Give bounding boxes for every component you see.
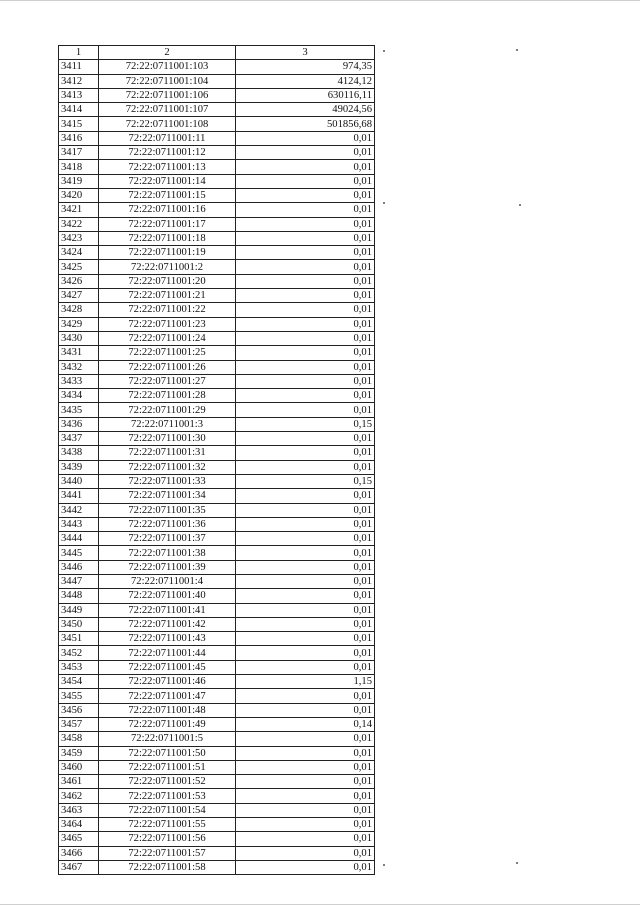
row-number-cell: 3419 [59,174,99,188]
table-row [59,317,375,331]
table-row [59,832,375,846]
value-cell: 0,01 [236,546,375,560]
value-cell: 0,01 [236,317,375,331]
cadastral-number-cell: 72:22:0711001:46 [99,675,236,689]
value-cell: 49024,56 [236,103,375,117]
cadastral-number-cell: 72:22:0711001:20 [99,274,236,288]
row-number-cell: 3415 [59,117,99,131]
table-row [59,675,375,689]
row-number-cell: 3450 [59,617,99,631]
table-row [59,246,375,260]
row-number-cell: 3439 [59,460,99,474]
cadastral-number-cell: 72:22:0711001:18 [99,231,236,245]
cadastral-number-cell: 72:22:0711001:41 [99,603,236,617]
value-cell: 0,01 [236,860,375,874]
cadastral-number-cell: 72:22:0711001:40 [99,589,236,603]
value-cell: 4124,12 [236,74,375,88]
row-number-cell: 3465 [59,832,99,846]
cadastral-number-cell: 72:22:0711001:30 [99,432,236,446]
row-number-cell: 3412 [59,74,99,88]
table-row [59,417,375,431]
value-cell: 0,01 [236,818,375,832]
cadastral-number-cell: 72:22:0711001:14 [99,174,236,188]
table-row [59,303,375,317]
value-cell: 0,01 [236,432,375,446]
cadastral-number-cell: 72:22:0711001:43 [99,632,236,646]
row-number-cell: 3413 [59,88,99,102]
table-row [59,103,375,117]
table-row [59,803,375,817]
row-number-cell: 3420 [59,188,99,202]
cadastral-number-cell: 72:22:0711001:26 [99,360,236,374]
page-edge-top [0,0,640,1]
table-row [59,188,375,202]
row-number-cell: 3455 [59,689,99,703]
cadastral-number-cell: 72:22:0711001:3 [99,417,236,431]
cadastral-number-cell: 72:22:0711001:11 [99,131,236,145]
value-cell: 0,01 [236,217,375,231]
header-row [59,46,375,60]
table-row [59,432,375,446]
value-cell: 0,01 [236,260,375,274]
row-number-cell: 3461 [59,775,99,789]
table-row [59,74,375,88]
value-cell: 0,01 [236,832,375,846]
cadastral-number-cell: 72:22:0711001:54 [99,803,236,817]
table-row [59,760,375,774]
value-cell: 0,01 [236,617,375,631]
cadastral-number-cell: 72:22:0711001:52 [99,775,236,789]
table-row [59,617,375,631]
value-cell: 501856,68 [236,117,375,131]
table-row [59,331,375,345]
cadastral-number-cell: 72:22:0711001:48 [99,703,236,717]
value-cell: 0,01 [236,746,375,760]
row-number-cell: 3460 [59,760,99,774]
value-cell: 0,01 [236,146,375,160]
cadastral-number-cell: 72:22:0711001:28 [99,389,236,403]
cadastral-number-cell: 72:22:0711001:15 [99,188,236,202]
row-number-cell: 3449 [59,603,99,617]
cadastral-number-cell: 72:22:0711001:35 [99,503,236,517]
row-number-cell: 3438 [59,446,99,460]
row-number-cell: 3428 [59,303,99,317]
table-row [59,660,375,674]
value-cell: 0,01 [236,246,375,260]
table-row [59,360,375,374]
row-number-cell: 3458 [59,732,99,746]
cadastral-number-cell: 72:22:0711001:104 [99,74,236,88]
cadastral-number-cell: 72:22:0711001:24 [99,331,236,345]
cadastral-table [58,45,375,875]
row-number-cell: 3446 [59,560,99,574]
row-number-cell: 3417 [59,146,99,160]
cadastral-number-cell: 72:22:0711001:53 [99,789,236,803]
table-row [59,88,375,102]
cadastral-number-cell: 72:22:0711001:50 [99,746,236,760]
cadastral-number-cell: 72:22:0711001:34 [99,489,236,503]
cadastral-number-cell: 72:22:0711001:5 [99,732,236,746]
table-row [59,503,375,517]
value-cell: 0,01 [236,503,375,517]
cadastral-number-cell: 72:22:0711001:45 [99,660,236,674]
table-row [59,131,375,145]
cadastral-number-cell: 72:22:0711001:56 [99,832,236,846]
row-number-cell: 3424 [59,246,99,260]
scan-speck [383,202,385,204]
row-number-cell: 3435 [59,403,99,417]
table-row [59,717,375,731]
cadastral-number-cell: 72:22:0711001:47 [99,689,236,703]
cadastral-number-cell: 72:22:0711001:16 [99,203,236,217]
value-cell: 1,15 [236,675,375,689]
row-number-cell: 3462 [59,789,99,803]
value-cell: 0,01 [236,374,375,388]
row-number-cell: 3433 [59,374,99,388]
table-row [59,532,375,546]
cadastral-number-cell: 72:22:0711001:103 [99,60,236,74]
value-cell: 0,01 [236,632,375,646]
row-number-cell: 3426 [59,274,99,288]
row-number-cell: 3463 [59,803,99,817]
value-cell: 0,01 [236,760,375,774]
cadastral-number-cell: 72:22:0711001:36 [99,517,236,531]
value-cell: 0,01 [236,188,375,202]
table-row [59,174,375,188]
table-row [59,474,375,488]
table-row [59,60,375,74]
table-row [59,846,375,860]
value-cell: 0,01 [236,532,375,546]
table-row [59,389,375,403]
table-body [59,60,375,875]
table-row [59,517,375,531]
value-cell: 0,01 [236,689,375,703]
value-cell: 0,01 [236,160,375,174]
cadastral-number-cell: 72:22:0711001:4 [99,574,236,588]
value-cell: 0,01 [236,574,375,588]
cadastral-number-cell: 72:22:0711001:51 [99,760,236,774]
value-cell: 0,01 [236,560,375,574]
cadastral-number-cell: 72:22:0711001:44 [99,646,236,660]
table-row [59,346,375,360]
row-number-cell: 3432 [59,360,99,374]
value-cell: 0,01 [236,446,375,460]
cadastral-number-cell: 72:22:0711001:38 [99,546,236,560]
cadastral-number-cell: 72:22:0711001:42 [99,617,236,631]
header-col-3: 3 [236,46,375,60]
scan-speck [383,864,385,866]
cadastral-number-cell: 72:22:0711001:108 [99,117,236,131]
table-row [59,646,375,660]
value-cell: 0,01 [236,517,375,531]
table-row [59,560,375,574]
value-cell: 0,15 [236,474,375,488]
table-row [59,260,375,274]
value-cell: 0,01 [236,174,375,188]
table-row [59,217,375,231]
table-row [59,603,375,617]
row-number-cell: 3453 [59,660,99,674]
row-number-cell: 3431 [59,346,99,360]
cadastral-number-cell: 72:22:0711001:27 [99,374,236,388]
table-row [59,574,375,588]
table-row [59,446,375,460]
table-row [59,789,375,803]
scan-speck [516,862,518,864]
cadastral-number-cell: 72:22:0711001:106 [99,88,236,102]
row-number-cell: 3416 [59,131,99,145]
cadastral-number-cell: 72:22:0711001:12 [99,146,236,160]
value-cell: 974,35 [236,60,375,74]
table-row [59,775,375,789]
table-row [59,546,375,560]
row-number-cell: 3436 [59,417,99,431]
table-row [59,289,375,303]
cadastral-number-cell: 72:22:0711001:19 [99,246,236,260]
value-cell: 0,01 [236,660,375,674]
cadastral-number-cell: 72:22:0711001:25 [99,346,236,360]
table-row [59,632,375,646]
cadastral-number-cell: 72:22:0711001:58 [99,860,236,874]
cadastral-number-cell: 72:22:0711001:21 [99,289,236,303]
value-cell: 0,01 [236,360,375,374]
value-cell: 0,01 [236,203,375,217]
header-col-2: 2 [99,46,236,60]
row-number-cell: 3452 [59,646,99,660]
cadastral-number-cell: 72:22:0711001:23 [99,317,236,331]
value-cell: 0,14 [236,717,375,731]
row-number-cell: 3444 [59,532,99,546]
value-cell: 0,01 [236,303,375,317]
cadastral-number-cell: 72:22:0711001:32 [99,460,236,474]
value-cell: 0,01 [236,775,375,789]
value-cell: 0,01 [236,603,375,617]
value-cell: 0,01 [236,732,375,746]
value-cell: 0,01 [236,274,375,288]
row-number-cell: 3418 [59,160,99,174]
value-cell: 0,01 [236,231,375,245]
table-row [59,160,375,174]
cadastral-number-cell: 72:22:0711001:49 [99,717,236,731]
table-row [59,274,375,288]
row-number-cell: 3443 [59,517,99,531]
row-number-cell: 3421 [59,203,99,217]
value-cell: 0,01 [236,131,375,145]
value-cell: 0,01 [236,589,375,603]
row-number-cell: 3447 [59,574,99,588]
table-row [59,689,375,703]
row-number-cell: 3422 [59,217,99,231]
value-cell: 0,01 [236,646,375,660]
row-number-cell: 3454 [59,675,99,689]
table-row [59,403,375,417]
row-number-cell: 3434 [59,389,99,403]
row-number-cell: 3464 [59,818,99,832]
table-row [59,117,375,131]
row-number-cell: 3437 [59,432,99,446]
row-number-cell: 3466 [59,846,99,860]
value-cell: 0,01 [236,846,375,860]
row-number-cell: 3440 [59,474,99,488]
table-row [59,231,375,245]
row-number-cell: 3457 [59,717,99,731]
table-row [59,460,375,474]
table-row [59,732,375,746]
table-row [59,703,375,717]
row-number-cell: 3423 [59,231,99,245]
value-cell: 0,01 [236,703,375,717]
row-number-cell: 3441 [59,489,99,503]
cadastral-number-cell: 72:22:0711001:57 [99,846,236,860]
value-cell: 0,01 [236,460,375,474]
row-number-cell: 3448 [59,589,99,603]
value-cell: 0,01 [236,346,375,360]
scan-speck [516,49,518,51]
table-row [59,860,375,874]
cadastral-number-cell: 72:22:0711001:107 [99,103,236,117]
value-cell: 0,01 [236,289,375,303]
scan-speck [383,50,385,52]
table-row [59,203,375,217]
row-number-cell: 3467 [59,860,99,874]
cadastral-number-cell: 72:22:0711001:55 [99,818,236,832]
table-row [59,746,375,760]
table-row [59,818,375,832]
value-cell: 0,01 [236,803,375,817]
value-cell: 630116,11 [236,88,375,102]
row-number-cell: 3411 [59,60,99,74]
table-row [59,589,375,603]
cadastral-number-cell: 72:22:0711001:33 [99,474,236,488]
table-row [59,374,375,388]
value-cell: 0,15 [236,417,375,431]
row-number-cell: 3427 [59,289,99,303]
row-number-cell: 3451 [59,632,99,646]
row-number-cell: 3430 [59,331,99,345]
cadastral-number-cell: 72:22:0711001:2 [99,260,236,274]
table-row [59,489,375,503]
row-number-cell: 3442 [59,503,99,517]
cadastral-number-cell: 72:22:0711001:17 [99,217,236,231]
value-cell: 0,01 [236,403,375,417]
cadastral-number-cell: 72:22:0711001:37 [99,532,236,546]
row-number-cell: 3456 [59,703,99,717]
row-number-cell: 3425 [59,260,99,274]
scan-speck [519,204,521,206]
cadastral-number-cell: 72:22:0711001:39 [99,560,236,574]
value-cell: 0,01 [236,331,375,345]
header-col-1: 1 [59,46,99,60]
row-number-cell: 3445 [59,546,99,560]
row-number-cell: 3459 [59,746,99,760]
cadastral-number-cell: 72:22:0711001:29 [99,403,236,417]
row-number-cell: 3414 [59,103,99,117]
cadastral-number-cell: 72:22:0711001:31 [99,446,236,460]
value-cell: 0,01 [236,489,375,503]
value-cell: 0,01 [236,789,375,803]
cadastral-number-cell: 72:22:0711001:22 [99,303,236,317]
table-row [59,146,375,160]
cadastral-number-cell: 72:22:0711001:13 [99,160,236,174]
row-number-cell: 3429 [59,317,99,331]
value-cell: 0,01 [236,389,375,403]
